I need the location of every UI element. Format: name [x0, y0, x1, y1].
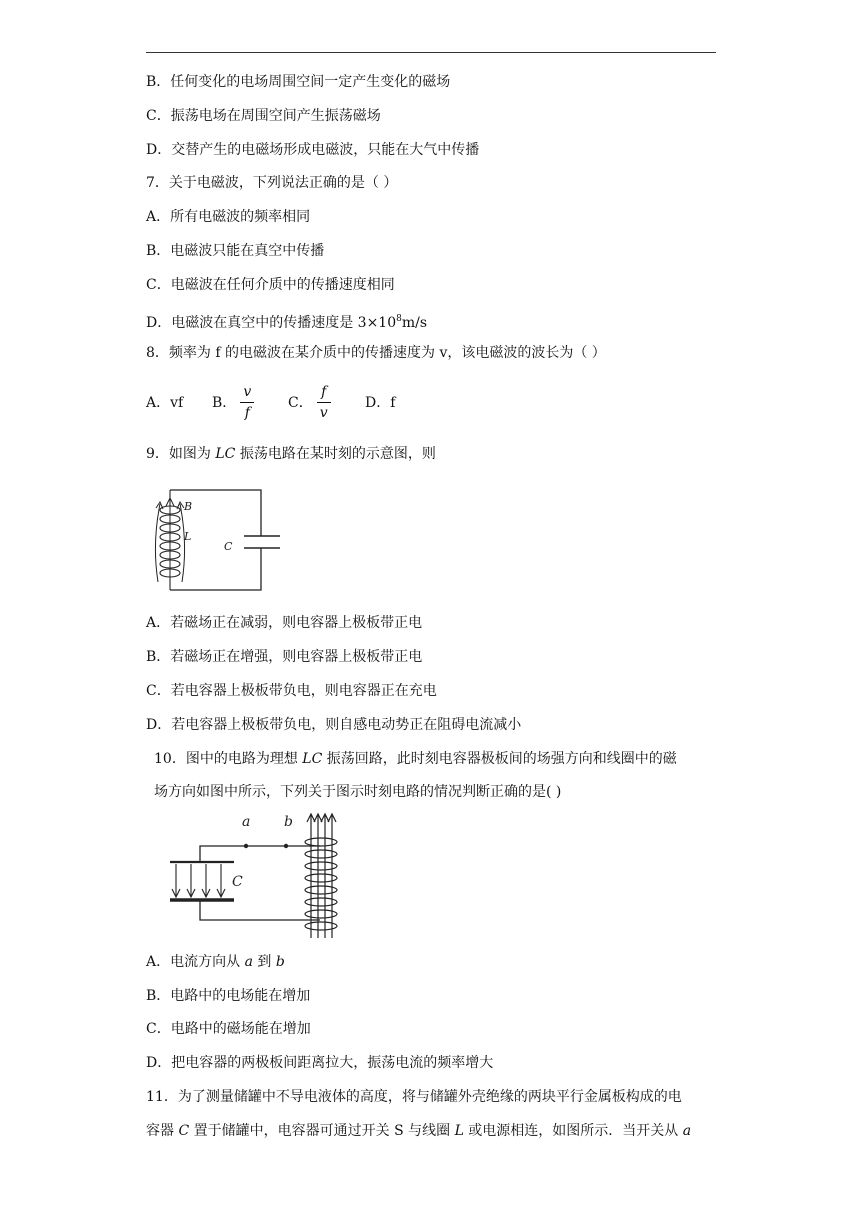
q9-lc-circuit-figure: [146, 484, 286, 596]
fraction-bar: [317, 402, 331, 403]
fig10-label-a: a: [242, 814, 251, 830]
header-rule: [146, 52, 716, 53]
q9-option-d: D．若电容器上极板带负电，则自感电动势正在阻碍电流减小: [146, 717, 522, 733]
q8-option-d: D．f: [365, 395, 396, 411]
q7-d-text: D．电磁波在真空中的传播速度是 3×10: [146, 315, 397, 331]
q10-stem-line1: [154, 750, 677, 768]
fig9-label-c: C: [224, 540, 233, 553]
circuit-wire: [200, 846, 320, 920]
q11-var-c: C: [178, 1123, 190, 1139]
q10-a-text: A．电流方向从: [146, 954, 245, 970]
q7-d-exponent: 8: [396, 314, 402, 324]
q10-option-b: B．电路中的电场能在增加: [146, 988, 311, 1004]
q11-text-3: 或电源相连，如图所示．当开关从: [463, 1123, 683, 1139]
q10-stem-text: 10．图中的电路为理想: [154, 751, 303, 767]
q6-option-d: D．交替产生的电磁场形成电磁波，只能在大气中传播: [146, 142, 480, 158]
fig9-label-b: B: [184, 500, 193, 513]
q9-stem: [146, 445, 436, 463]
q10-stem-text-2: 振荡回路，此时刻电容器极板间的场强方向和线圈中的磁: [322, 751, 677, 767]
q8-option-c: [288, 384, 365, 421]
q8-b-denominator: f: [244, 404, 250, 421]
q10-option-d: D．把电容器的两极板间距离拉大，振荡电流的频率增大: [146, 1055, 494, 1071]
q8-option-b: [212, 384, 288, 421]
q10-lc-circuit-figure: [160, 812, 350, 940]
q11-stem-line1: 11．为了测量储罐中不导电液体的高度，将与储罐外壳绝缘的两块平行金属板构成的电: [146, 1089, 682, 1105]
q9-stem-text-2: 振荡电路在某时刻的示意图，则: [235, 446, 436, 462]
q11-var-a: a: [682, 1123, 692, 1139]
q10-a-var-b: b: [275, 954, 285, 970]
fig9-label-l: L: [184, 530, 192, 543]
q10-a-var-a: a: [244, 954, 253, 970]
q6-option-c: C．振荡电场在周围空间产生振荡磁场: [146, 108, 381, 124]
q8-option-a: A．vf: [146, 395, 184, 411]
q7-stem: 7．关于电磁波，下列说法正确的是（ ）: [146, 175, 398, 191]
q9-lc: LC: [215, 446, 236, 462]
q9-option-b: B．若磁场正在增强，则电容器上极板带正电: [146, 649, 423, 665]
q8-option-c-label: C．: [288, 395, 313, 411]
q8-c-numerator: f: [321, 383, 327, 400]
q10-option-a: [146, 953, 285, 971]
q11-text: 容器: [146, 1123, 179, 1139]
q9-option-a: A．若磁场正在减弱，则电容器上极板带正电: [146, 615, 423, 631]
fig10-label-c: C: [232, 874, 243, 890]
q8-option-c-fraction: [317, 384, 331, 421]
q7-d-unit: m/s: [401, 315, 428, 331]
electric-field-arrows: [172, 864, 225, 897]
fraction-bar: [240, 402, 254, 403]
q11-var-l: L: [454, 1123, 464, 1139]
q9-option-c: C．若电容器上极板带负电，则电容器正在充电: [146, 683, 437, 699]
q10-a-to: 到: [252, 954, 276, 970]
q8-option-b-label: B．: [212, 395, 237, 411]
q7-option-c: C．电磁波在任何介质中的传播速度相同: [146, 277, 395, 293]
q7-option-d: [146, 310, 427, 332]
q9-stem-text: 9．如图为: [146, 446, 216, 462]
q8-stem: 8．频率为 f 的电磁波在某介质中的传播速度为 v，该电磁波的波长为（ ）: [146, 345, 606, 361]
q11-stem-line2: [146, 1122, 691, 1140]
q7-option-a: A．所有电磁波的频率相同: [146, 209, 311, 225]
q10-lc: LC: [302, 751, 323, 767]
q7-option-b: B．电磁波只能在真空中传播: [146, 243, 325, 259]
node-a: [244, 844, 248, 848]
q10-stem-line2: 场方向如图中所示，下列关于图示时刻电路的情况判断正确的是( ): [154, 784, 562, 800]
fig10-label-b: b: [284, 814, 293, 830]
q8-c-denominator: v: [319, 404, 328, 421]
q10-option-c: C．电路中的磁场能在增加: [146, 1021, 311, 1037]
q8-option-b-fraction: [240, 384, 254, 421]
node-b: [284, 844, 288, 848]
q8-b-numerator: v: [243, 383, 252, 400]
q6-option-b: B．任何变化的电场周围空间一定产生变化的磁场: [146, 74, 451, 90]
q8-options: [146, 382, 395, 422]
q11-text-2: 置于储罐中，电容器可通过开关 S 与线圈: [189, 1123, 455, 1139]
